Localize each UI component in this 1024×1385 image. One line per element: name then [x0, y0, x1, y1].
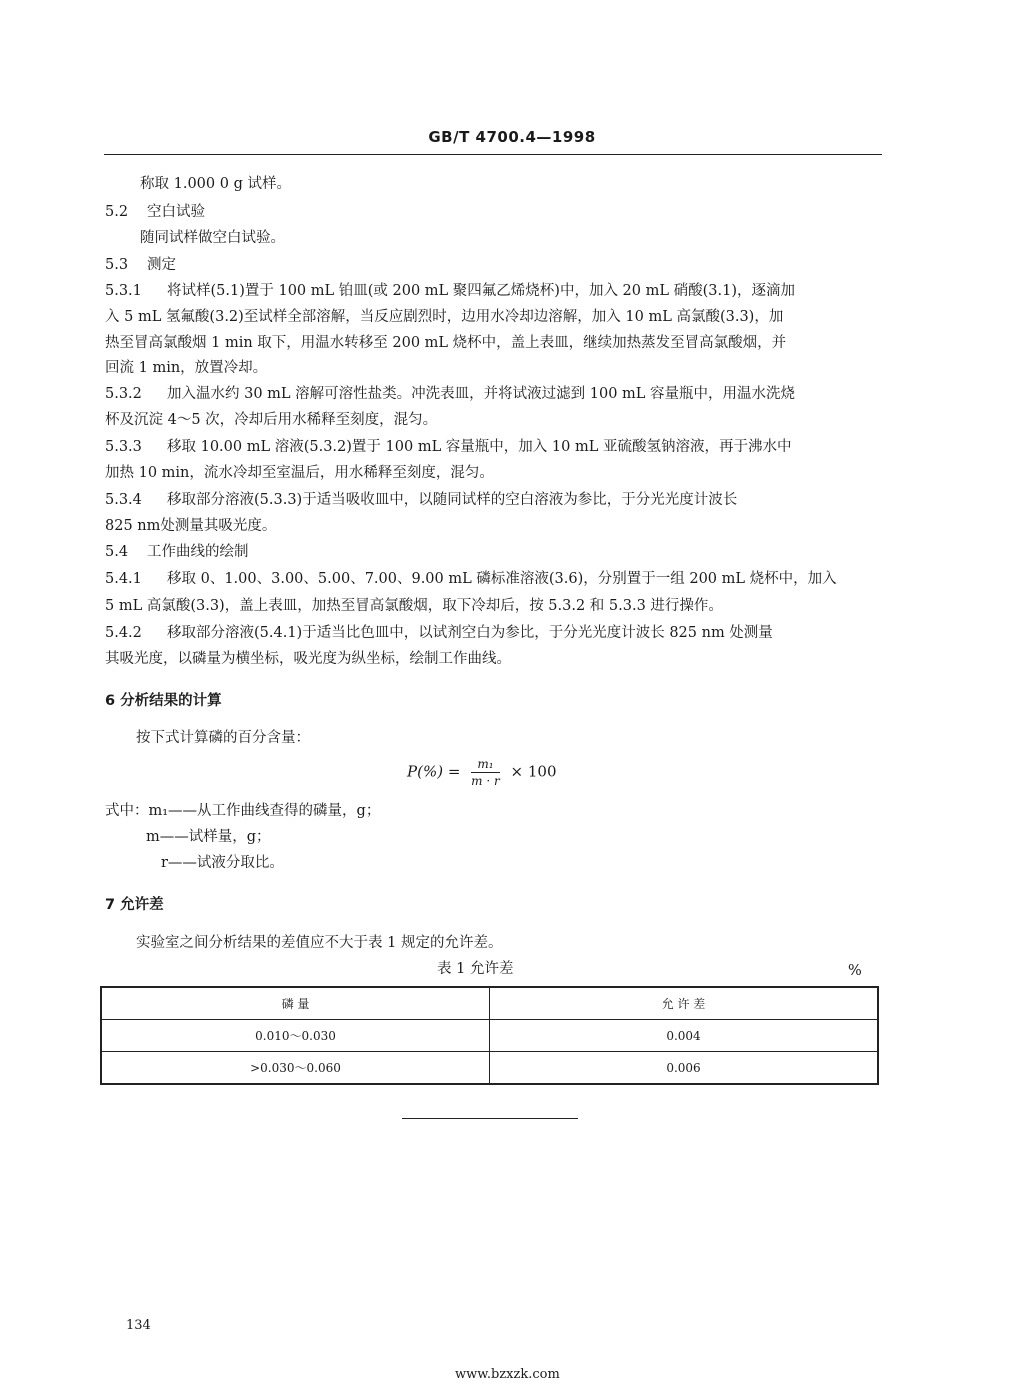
section-7-heading: 7 允许差 [105, 897, 164, 913]
text-line [105, 650, 511, 668]
formula-numerator: m₁ [471, 757, 500, 773]
table-cell: 0.004 [490, 1020, 879, 1052]
clause-text: 其吸光度，以磷量为横坐标，吸光度为纵坐标，绘制工作曲线。 [105, 651, 511, 667]
table-unit: % [848, 963, 862, 979]
text-line [105, 597, 723, 615]
standard-header: GB/T 4700.4—1998 [428, 128, 596, 146]
text-line [105, 438, 791, 456]
text-line [105, 570, 837, 588]
clause-number: 5.4.2 [105, 625, 142, 641]
clause-number: 5.4 [105, 544, 129, 560]
formula-lhs: P(%) = [407, 762, 461, 781]
text-line [140, 175, 291, 193]
table-row [101, 1020, 878, 1052]
table-caption: 表 1 允许差 [437, 961, 514, 977]
formula [407, 757, 556, 788]
clause-number: 5.3.1 [105, 283, 142, 299]
section-6-heading: 6 分析结果的计算 [105, 693, 222, 709]
table-cell: 0.006 [490, 1052, 879, 1085]
clause-text: 加热 10 min，流水冷却至室温后，用水稀释至刻度，混匀。 [105, 465, 494, 481]
col-phosphorus: 磷 量 [101, 987, 490, 1020]
clause-number: 5.3 [105, 257, 129, 273]
text-line [105, 359, 267, 377]
formula-fraction [471, 757, 500, 788]
text-line [105, 282, 795, 300]
end-rule [402, 1118, 578, 1119]
clause-text: 杯及沉淀 4～5 次，冷却后用水稀释至刻度，混匀。 [105, 412, 438, 428]
table-cell: 0.010～0.030 [101, 1020, 490, 1052]
text-line [105, 411, 437, 429]
text-line [105, 491, 737, 509]
text-line [105, 624, 773, 642]
clause-text: 测定 [147, 257, 176, 273]
header-rule [104, 154, 882, 155]
clause-text: 工作曲线的绘制 [147, 544, 249, 560]
clause-number: 5.3.4 [105, 492, 142, 508]
text-line [105, 308, 783, 326]
where-r: r——试液分取比。 [161, 855, 284, 871]
clause-text: 回流 1 min，放置冷却。 [105, 360, 268, 376]
clause-text: 称取 1.000 0 g 试样。 [140, 176, 291, 192]
clause-text: 移取部分溶液(5.3.3)于适当吸收皿中，以随同试样的空白溶液为参比，于分光光度计波长 [167, 492, 738, 508]
clause-number: 5.3.3 [105, 439, 142, 455]
text-line [105, 543, 249, 561]
footer-url: www.bzxzk.com [455, 1367, 560, 1382]
clause-text: 移取 0、1.00、3.00、5.00、7.00、9.00 mL 磷标准溶液(3.6)，分别置于一组 200 mL 烧杯中，加入 [167, 571, 837, 587]
where-m1: 式中：m₁——从工作曲线查得的磷量，g； [105, 803, 381, 819]
clause-text: 移取 10.00 mL 溶液(5.3.2)置于 100 mL 容量瓶中，加入 10 mL 亚硫酸氢钠溶液，再于沸水中 [167, 439, 792, 455]
text-line [140, 229, 285, 247]
tolerance-intro: 实验室之间分析结果的差值应不大于表 1 规定的允许差。 [136, 935, 503, 951]
clause-text: 空白试验 [147, 204, 205, 220]
tolerance-table [100, 986, 879, 1085]
text-line [105, 464, 494, 482]
clause-text: 入 5 mL 氢氟酸(3.2)至试样全部溶解，当反应剧烈时，边用水冷却边溶解，加入 10 mL 高氯酸(3.3)，加 [105, 309, 784, 325]
clause-text: 将试样(5.1)置于 100 mL 铂皿(或 200 mL 聚四氟乙烯烧杯)中，加入 20 mL 硝酸(3.1)，逐滴加 [167, 283, 795, 299]
clause-text: 825 nm处测量其吸光度。 [105, 518, 277, 534]
clause-text: 5 mL 高氯酸(3.3)，盖上表皿，加热至冒高氯酸烟，取下冷却后，按 5.3.2 和 5.3.3 进行操作。 [105, 598, 723, 614]
clause-text: 加入温水约 30 mL 溶解可溶性盐类。冲洗表皿，并将试液过滤到 100 mL 容量瓶中，用温水洗烧 [167, 386, 796, 402]
clause-number: 5.4.1 [105, 571, 142, 587]
text-line [105, 517, 276, 535]
where-m: m——试样量，g； [146, 829, 271, 845]
clause-text: 热至冒高氯酸烟 1 min 取下，用温水转移至 200 mL 烧杯中，盖上表皿，继续加热蒸发至冒高氯酸烟，并 [105, 335, 787, 351]
text-line [105, 203, 205, 221]
text-line [105, 334, 786, 352]
formula-rhs: × 100 [510, 762, 557, 781]
table-cell: >0.030～0.060 [101, 1052, 490, 1085]
page-number: 134 [126, 1318, 151, 1333]
text-line [105, 385, 795, 403]
clause-text: 移取部分溶液(5.4.1)于适当比色皿中，以试剂空白为参比，于分光光度计波长 825 nm 处测量 [167, 625, 773, 641]
col-tolerance: 允 许 差 [490, 987, 879, 1020]
text-line [105, 256, 176, 274]
calc-intro: 按下式计算磷的百分含量： [136, 730, 310, 746]
table-row [101, 1052, 878, 1085]
clause-number: 5.2 [105, 204, 129, 220]
clause-text: 随同试样做空白试验。 [140, 230, 285, 246]
table-header-row [101, 987, 878, 1020]
formula-denominator: m · r [471, 774, 500, 788]
clause-number: 5.3.2 [105, 386, 142, 402]
